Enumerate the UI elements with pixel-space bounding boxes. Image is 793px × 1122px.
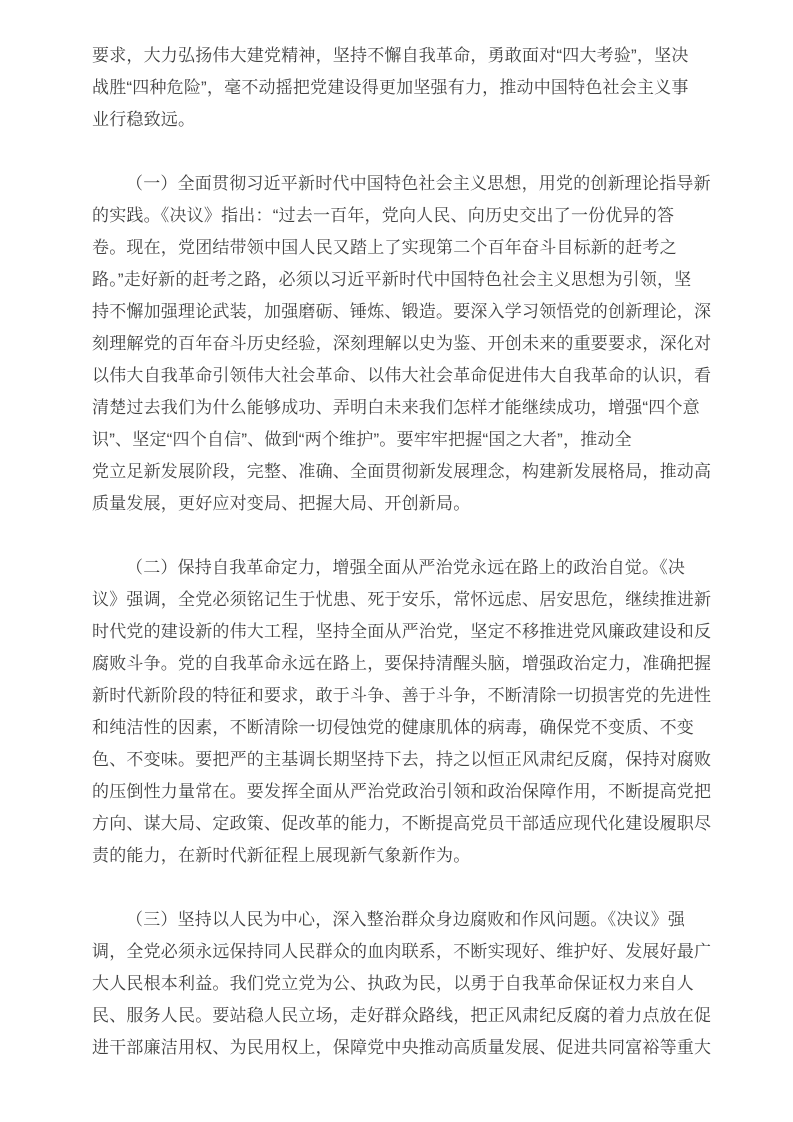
text-line: 和纯洁性的因素，不断清除一切侵蚀党的健康肌体的病毒，确保党不变质、不变 (92, 718, 694, 737)
text-line: 的实践。《决议》指出：“过去一百年，党向人民、向历史交出了一份优异的答 (92, 206, 675, 225)
text-line: 路。”走好新的赶考之路，必须以习近平新时代中国特色社会主义思想为引领，坚 (92, 270, 692, 289)
text-line: 议》强调，全党必须铭记生于忧患、死于安乐，常怀远虑、居安思危，继续推进新 (92, 590, 712, 609)
text-line: 清楚过去我们为什么能够成功、弄明白未来我们怎样才能继续成功，增强“四个意 (92, 398, 700, 417)
text-line: 要求，大力弘扬伟大建党精神，坚持不懈自我革命，勇敢面对“四大考验”，坚决 (92, 46, 689, 65)
text-line: 责的能力，在新时代新征程上展现新气象新作为。 (92, 846, 471, 865)
paragraph-continuation (92, 40, 715, 136)
text-line: 调，全党必须永远保持同人民群众的血肉联系，不断实现好、维护好、发展好最广 (92, 942, 712, 961)
text-line: 大人民根本利益。我们党立党为公、执政为民，以勇于自我革命保证权力来自人 (92, 974, 694, 993)
text-line: 战胜“四种危险”，毫不动摇把党建设得更加坚强有力，推动中国特色社会主义事 (92, 78, 689, 97)
text-line: 色、不变味。要把严的主基调长期坚持下去，持之以恒正风肃纪反腐，保持对腐败 (92, 750, 712, 769)
text-line: 质量发展，更好应对变局、把握大局、开创新局。 (92, 494, 471, 513)
paragraph-section-2 (92, 552, 715, 872)
text-line: 的压倒性力量常在。要发挥全面从严治党政治引领和政治保障作用，不断提高党把 (92, 782, 712, 801)
text-line: 腐败斗争。党的自我革命永远在路上，要保持清醒头脑，增强政治定力，准确把握 (92, 654, 712, 673)
text-line: 时代党的建设新的伟大工程，坚持全面从严治党，坚定不移推进党风廉政建设和反 (92, 622, 712, 641)
text-line: 民、服务人民。要站稳人民立场，走好群众路线，把正风肃纪反腐的着力点放在促 (92, 1006, 712, 1025)
text-line: （三）坚持以人民为中心，深入整治群众身边腐败和作风问题。《决议》强 (126, 910, 686, 929)
text-line: 以伟大自我革命引领伟大社会革命、以伟大社会革命促进伟大自我革命的认识，看 (92, 366, 712, 385)
text-line: （一）全面贯彻习近平新时代中国特色社会主义思想，用党的创新理论指导新 (126, 174, 711, 193)
text-line: 党立足新发展阶段，完整、准确、全面贯彻新发展理念，构建新发展格局，推动高 (92, 462, 712, 481)
text-line: 进干部廉洁用权、为民用权上，保障党中央推动高质量发展、促进共同富裕等重大 (92, 1038, 712, 1057)
text-line: 卷。现在，党团结带领中国人民又踏上了实现第二个百年奋斗目标新的赶考之 (92, 238, 677, 257)
text-line: 业行稳致远。 (92, 110, 196, 129)
paragraph-section-1 (92, 168, 715, 520)
text-line: 持不懈加强理论武装，加强磨砺、锤炼、锻造。要深入学习领悟党的创新理论，深 (92, 302, 712, 321)
text-line: 识”、坚定“四个自信”、做到“两个维护”。要牢牢把握“国之大者”，推动全 (92, 430, 632, 449)
text-line: 新时代新阶段的特征和要求，敢于斗争、善于斗争，不断清除一切损害党的先进性 (92, 686, 712, 705)
paragraph-section-3 (92, 904, 715, 1064)
text-line: 方向、谋大局、定政策、促改革的能力，不断提高党员干部适应现代化建设履职尽 (92, 814, 712, 833)
text-line: 刻理解党的百年奋斗历史经验，深刻理解以史为鉴、开创未来的重要要求，深化对 (92, 334, 712, 353)
text-line: （二）保持自我革命定力，增强全面从严治党永远在路上的政治自觉。《决 (126, 558, 686, 577)
